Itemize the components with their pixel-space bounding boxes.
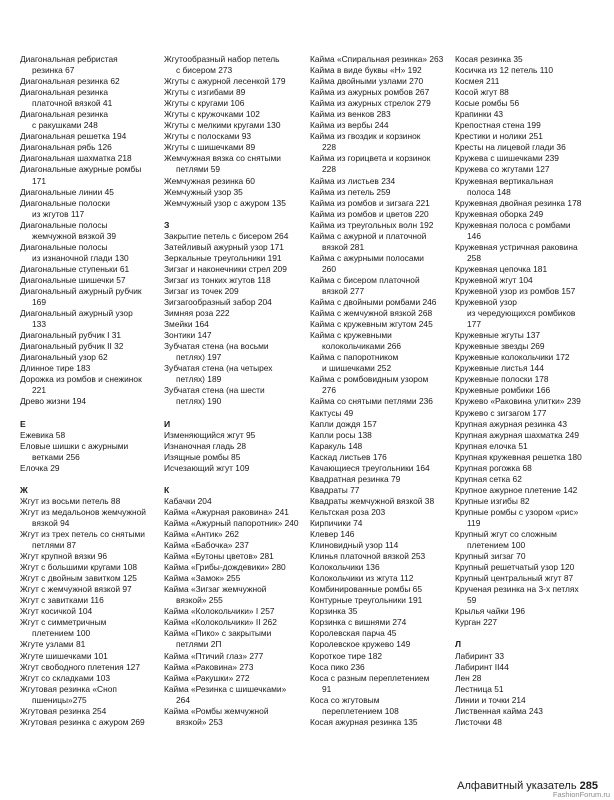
index-entry: вязкой» 255: [176, 595, 223, 606]
index-entry: Крупная рогожка 68: [455, 462, 532, 473]
index-entry: переплетением 108: [322, 705, 399, 716]
index-entry: Диагональный ажурный узор: [20, 308, 133, 319]
section-letter: Л: [455, 639, 462, 650]
index-entry: Изящные ромбы 85: [164, 451, 241, 462]
index-entry: Кайма «Бутоны цветов» 281: [164, 551, 274, 562]
index-entry: Качающиеся треугольники 164: [310, 462, 430, 473]
spacer: [164, 209, 304, 220]
index-column-3: [310, 54, 450, 728]
section-letter: Ж: [20, 484, 28, 495]
index-entry: полоса 148: [467, 186, 511, 197]
index-entry: Зигзаг из точек 209: [164, 285, 239, 296]
index-entry: Королевское кружево 149: [310, 639, 411, 650]
index-entry: Древо жизни 194: [20, 396, 87, 407]
index-entry: Диагональный ажурный рубчик: [20, 285, 142, 296]
index-entry: Кружевные колокольчики 172: [455, 352, 570, 363]
index-entry: Жгуты с шишечками 89: [164, 142, 256, 153]
index-entry: Курган 227: [455, 617, 498, 628]
index-entry: Жгуты с мелкими кругами 130: [164, 120, 281, 131]
index-entry: 228: [322, 164, 336, 175]
index-entry: Капли дождя 157: [310, 418, 377, 429]
index-entry: Косичка из 12 петель 110: [455, 65, 554, 76]
index-entry: Кайма «Спиральная резинка» 263: [310, 54, 444, 64]
index-entry: Кружевной узор из ромбов 157: [455, 285, 576, 296]
index-entry: Жгут с большими кругами 108: [20, 562, 138, 573]
index-entry: Кайма с ромбовидным узором: [310, 374, 429, 385]
index-entry: Диагональная ребристая: [20, 54, 118, 64]
index-entry: 258: [467, 252, 481, 263]
index-entry: Кайма «Ракушки» 272: [164, 672, 250, 683]
index-entry: Кайма со снятыми петлями 236: [310, 396, 433, 407]
index-entry: 133: [32, 319, 46, 330]
index-entry: Кайма в виде буквы «Н» 192: [310, 65, 422, 76]
index-entry: Кайма из ромбов и цветов 220: [310, 208, 429, 219]
index-entry: 264: [176, 694, 190, 705]
page-number: 285: [579, 780, 598, 792]
index-entry: 91: [322, 683, 332, 694]
index-entry: Зубчатая стена (на четырех: [164, 363, 273, 374]
index-entry: Диагональная шахматка 218: [20, 153, 132, 164]
index-entry: Зубчатая стена (на восьми: [164, 341, 269, 352]
index-entry: Кельтская роза 203: [310, 506, 386, 517]
index-entry: Жгут из трех петель со снятыми: [20, 529, 145, 540]
index-entry: Кайма с жемчужной вязкой 268: [310, 308, 433, 319]
index-entry: Кайма двойными узлами 270: [310, 76, 424, 87]
index-entry: Кайма «Замок» 255: [164, 573, 241, 584]
index-entry: Жгуты с ажурной лесенкой 179: [164, 76, 286, 87]
index-entry: Крупный решетчатый узор 120: [455, 562, 575, 573]
index-entry: Диагональная резинка: [20, 87, 108, 98]
spacer: [455, 628, 605, 639]
index-entry: Лабиринт II44: [455, 661, 509, 672]
section-letter: Е: [20, 418, 26, 429]
index-entry: Квадраты 77: [310, 484, 360, 495]
index-entry: Зигзагообразный забор 204: [164, 297, 272, 308]
index-entry: Еловые шишки с ажурными: [20, 440, 129, 451]
index-entry: Диагональный узор 62: [20, 352, 108, 363]
index-entry: Жгутообразный набор петель: [164, 54, 280, 64]
index-entry: петлями 59: [176, 164, 221, 175]
index-entry: Крестики и нолики 251: [455, 131, 543, 142]
index-entry: Кайма «Ромбы жемчужной: [164, 705, 269, 716]
index-entry: Кайма «Резинка с шишечками»: [164, 683, 287, 694]
index-entry: Жемчужная резинка 60: [164, 175, 255, 186]
index-entry: Кайма с бисером платочной: [310, 274, 420, 285]
index-entry: Кайма «Колокольчики» II 262: [164, 617, 277, 628]
index-entry: Закрытие петель с бисером 264: [164, 230, 289, 241]
index-entry: Кайма «Бабочка» 237: [164, 540, 249, 551]
index-entry: Крупная сетка 62: [455, 473, 522, 484]
index-entry: Диагональные полоски: [20, 197, 110, 208]
index-entry: платочной вязкой 41: [32, 98, 113, 109]
index-entry: петлях) 197: [176, 352, 222, 363]
index-entry: Крупный жгут со сложным: [455, 529, 557, 540]
index-entry: Кайма «Пико» с закрытыми: [164, 628, 272, 639]
index-entry: Жгут с жемчужной вязкой 97: [20, 584, 132, 595]
index-entry: Зигзаг и наконечники стрел 209: [164, 263, 287, 274]
spacer: [164, 474, 304, 485]
index-entry: Квадраты жемчужной вязкой 38: [310, 495, 435, 506]
index-entry: Кактусы 49: [310, 407, 354, 418]
index-entry: Крупное ажурное плетение 142: [455, 484, 578, 495]
index-entry: Кайма «Птичий глаз» 277: [164, 650, 264, 661]
index-entry: Колокольчики 136: [310, 562, 380, 573]
index-entry: Косые ромбы 56: [455, 98, 520, 109]
index-entry: Кружевная вертикальная: [455, 175, 554, 186]
index-entry: Зигзаг из тонких жгутов 118: [164, 274, 271, 285]
index-entry: Крепостная стена 199: [455, 120, 541, 131]
index-entry: Крупная ажурная резинка 43: [455, 418, 567, 429]
index-column-4: [455, 54, 605, 728]
index-entry: Кружево с зигзагом 177: [455, 407, 547, 418]
index-entry: Жгут с завитками 116: [20, 595, 104, 606]
index-entry: пшеницы»275: [32, 694, 87, 705]
index-entry: Квадратная резинка 79: [310, 473, 401, 484]
index-entry: плетением 100: [467, 540, 526, 551]
index-entry: Змейки 164: [164, 319, 209, 330]
index-entry: Диагональные шишечки 57: [20, 274, 126, 285]
index-entry: Капли росы 138: [310, 429, 372, 440]
index-entry: Диагональная рябь 126: [20, 142, 112, 153]
index-entry: Жгуте шишечками 101: [20, 650, 108, 661]
index-entry: Крученая резинка на 3-х петлях: [455, 584, 579, 595]
index-entry: Диагональный рубчик I 31: [20, 330, 122, 341]
index-entry: Кайма из листьев 234: [310, 175, 396, 186]
index-entry: Жгутовая резинка «Сноп: [20, 683, 117, 694]
index-entry: 276: [322, 385, 336, 396]
index-entry: Коса пико 236: [310, 661, 365, 672]
index-entry: с бисером 273: [176, 65, 233, 76]
index-entry: Жгуты с кругами 106: [164, 98, 245, 109]
index-entry: Кайма из горицвета и корзинок: [310, 153, 431, 164]
index-entry: Жгут из восьми петель 88: [20, 495, 121, 506]
index-entry: Кирпичики 74: [310, 517, 363, 528]
index-entry: Кружевная полоса с ромбами: [455, 219, 571, 230]
index-entry: Кайма с ажурной и платочной: [310, 230, 427, 241]
index-entry: Линии и точки 214: [455, 694, 526, 705]
index-entry: Зеркальные треугольники 191: [164, 252, 282, 263]
index-entry: Корзинка с вишнями 274: [310, 617, 407, 628]
index-entry: Кайма с папоротником: [310, 352, 399, 363]
index-entry: Кайма с ажурными полосами: [310, 252, 424, 263]
index-entry: Крупная елочка 51: [455, 440, 528, 451]
index-entry: Кресты на лицевой глади 36: [455, 142, 566, 153]
index-entry: из изнаночной глади 130: [32, 252, 129, 263]
section-letter: З: [164, 219, 170, 230]
index-entry: петлях) 189: [176, 374, 222, 385]
index-entry: Кружево «Раковина улитки» 239: [455, 396, 581, 407]
index-entry: Жгут с двойным завитком 125: [20, 573, 137, 584]
index-entry: Жемчужный узор 35: [164, 186, 243, 197]
index-entry: Диагональный рубчик II 32: [20, 341, 124, 352]
index-entry: Кайма «Ажурная раковина» 241: [164, 506, 289, 517]
index-entry: Диагональные полосы: [20, 219, 108, 230]
index-entry: из жгутов 117: [32, 208, 85, 219]
index-entry: петлями 87: [32, 540, 77, 551]
index-entry: Кайма из ажурных стрелок 279: [310, 98, 431, 109]
index-entry: 171: [32, 175, 46, 186]
index-entry: 59: [467, 595, 477, 606]
index-entry: вязкой 94: [32, 517, 70, 528]
index-entry: 177: [467, 319, 481, 330]
index-entry: Крупная ажурная шахматка 249: [455, 429, 579, 440]
index-entry: Кайма с кружевными: [310, 330, 392, 341]
index-entry: колокольчиками 266: [322, 341, 402, 352]
index-entry: Крапинки 43: [455, 109, 504, 120]
index-entry: Косая резинка 35: [455, 54, 523, 64]
index-entry: Кружевные звезды 269: [455, 341, 545, 352]
index-entry: Кайма с кружевным жгутом 245: [310, 319, 433, 330]
index-entry: Кайма «Зигзаг жемчужной: [164, 584, 267, 595]
index-entry: Диагональные ступеньки 61: [20, 263, 130, 274]
index-entry: Диагональная резинка 62: [20, 76, 120, 87]
index-entry: вязкой» 253: [176, 716, 223, 727]
section-letter: К: [164, 484, 170, 495]
index-entry: Кружева со жгутами 127: [455, 164, 550, 175]
index-entry: Зубчатая стена (на шести: [164, 385, 265, 396]
index-entry: Кайма «Раковина» 273: [164, 661, 254, 672]
index-entry: Жгутовая резинка с ажуром 269: [20, 716, 145, 727]
index-entry: Крупный зигзаг 70: [455, 551, 526, 562]
index-entry: Жгуте узлами 81: [20, 639, 86, 650]
index-entry: резинка 67: [32, 65, 75, 76]
index-entry: Диагональные линии 45: [20, 186, 114, 197]
index-entry: Листочки 48: [455, 716, 502, 727]
index-entry: Королевская парча 45: [310, 628, 397, 639]
index-entry: Корзинка 35: [310, 606, 358, 617]
section-letter: И: [164, 418, 171, 429]
spacer: [20, 474, 145, 485]
index-column-2: [164, 54, 304, 728]
index-entry: и шишечками 252: [322, 363, 392, 374]
index-entry: вязкой 277: [322, 285, 365, 296]
index-entry: Дорожка из ромбов и снежинок: [20, 374, 142, 385]
index-entry: Диагональные ажурные ромбы: [20, 164, 142, 175]
index-entry: Кайма из вербы 244: [310, 120, 389, 131]
index-column-1: [20, 54, 145, 728]
index-entry: Лабиринт 33: [455, 650, 505, 661]
index-entry: Лен 28: [455, 672, 482, 683]
index-entry: Кайма из ромбов и зигзага 221: [310, 197, 430, 208]
index-entry: Кайма из петель 259: [310, 186, 391, 197]
index-entry: Жгут из медальонов жемчужной: [20, 506, 146, 517]
index-entry: Жемчужный узор с ажуром 135: [164, 197, 286, 208]
index-entry: плетением 100: [32, 628, 91, 639]
index-entry: Коса с разным переплетением: [310, 672, 430, 683]
index-entry: 169: [32, 297, 46, 308]
index-entry: Космея 211: [455, 76, 500, 87]
index-entry: 221: [32, 385, 46, 396]
index-entry: Кружевная устричная раковина: [455, 241, 578, 252]
index-entry: Каскад листьев 176: [310, 451, 387, 462]
index-entry: Кайма «Ажурный папоротник» 240: [164, 517, 299, 528]
index-entry: Кайма «Грибы-дождевики» 280: [164, 562, 286, 573]
index-entry: Кружевная двойная резинка 178: [455, 197, 582, 208]
index-entry: Крылья чайки 196: [455, 606, 526, 617]
index-entry: Кружевные жгуты 137: [455, 330, 541, 341]
index-entry: Лиственная кайма 243: [455, 705, 543, 716]
watermark: FashionForum.ru: [552, 790, 610, 799]
index-entry: Кружевная оборка 249: [455, 208, 544, 219]
index-entry: Кружевные ромбики 166: [455, 385, 551, 396]
index-entry: 228: [322, 142, 336, 153]
index-entry: Крупные ромбы с узором «рис»: [455, 506, 579, 517]
index-entry: Кружевная цепочка 181: [455, 263, 548, 274]
index-entry: Жгут косичкой 104: [20, 606, 93, 617]
index-entry: Кружевные листья 144: [455, 363, 544, 374]
index-entry: Ежевика 58: [20, 429, 66, 440]
index-entry: Клевер 146: [310, 529, 355, 540]
index-entry: Жгут крупной вязки 96: [20, 551, 108, 562]
index-entry: Короткое тире 182: [310, 650, 383, 661]
index-entry: Косая ажурная резинка 135: [310, 716, 418, 727]
index-entry: Кайма из треугольных волн 192: [310, 219, 434, 230]
index-entry: Каракуль 148: [310, 440, 363, 451]
index-entry: Жгут со складками 103: [20, 672, 111, 683]
index-entry: Исчезающий жгут 109: [164, 462, 250, 473]
index-entry: Зимняя роза 222: [164, 308, 230, 319]
spacer: [164, 408, 304, 419]
index-entry: Косой жгут 88: [455, 87, 509, 98]
index-entry: Изнаночная гладь 28: [164, 440, 247, 451]
index-entry: Крупная кружевная решетка 180: [455, 451, 582, 462]
footer-title: Алфавитный указатель: [457, 780, 577, 792]
index-entry: из чередующихся ромбиков: [467, 308, 576, 319]
index-entry: Жгуты с изгибами 89: [164, 87, 246, 98]
index-entry: Кайма «Антик» 262: [164, 529, 239, 540]
index-entry: Кружева с шишечками 239: [455, 153, 559, 164]
index-entry: Диагональные полосы: [20, 241, 108, 252]
index-entry: Диагональная решетка 194: [20, 131, 127, 142]
index-entry: Колокольчики из жгута 112: [310, 573, 414, 584]
index-entry: Контурные треугольники 191: [310, 595, 423, 606]
index-entry: 260: [322, 263, 336, 274]
index-entry: Зонтики 147: [164, 330, 212, 341]
index-entry: Клиновидный узор 114: [310, 540, 399, 551]
index-entry: Изменяющийся жгут 95: [164, 429, 256, 440]
index-entry: Кайма из гвоздик и корзинок: [310, 131, 421, 142]
index-entry: Кайма из венков 283: [310, 109, 391, 120]
index-entry: Кайма из ажурных ромбов 267: [310, 87, 430, 98]
index-entry: жемчужной вязкой 39: [32, 230, 117, 241]
index-entry: Кайма с двойными ромбами 246: [310, 297, 437, 308]
index-entry: ветками 256: [32, 451, 80, 462]
index-entry: Жгут с симметричным: [20, 617, 107, 628]
index-entry: Кабачки 204: [164, 495, 212, 506]
spacer: [20, 408, 145, 419]
index-entry: Лестница 51: [455, 683, 504, 694]
index-entry: 119: [467, 517, 481, 528]
index-entry: Жгутовая резинка 254: [20, 705, 107, 716]
index-entry: петлях) 190: [176, 396, 222, 407]
index-entry: Крупные изгибы 82: [455, 495, 530, 506]
index-entry: Кайма «Колокольчики» I 257: [164, 606, 275, 617]
index-entry: Длинное тире 183: [20, 363, 91, 374]
index-entry: Диагональная резинка: [20, 109, 108, 120]
index-entry: Кружевной узор: [455, 297, 517, 308]
index-entry: Жгуты с кружочками 102: [164, 109, 260, 120]
index-entry: Кружевной жгут 104: [455, 274, 533, 285]
index-entry: Жгут свободного плетения 127: [20, 661, 140, 672]
index-entry: с ракушками 248: [32, 120, 98, 131]
index-entry: вязкой 281: [322, 241, 365, 252]
index-entry: 146: [467, 230, 481, 241]
index-entry: петлями 2П: [176, 639, 222, 650]
index-entry: Коса со жгутовым: [310, 694, 380, 705]
index-entry: Комбинированные ромбы 65: [310, 584, 422, 595]
index-entry: Затейливый ажурный узор 171: [164, 241, 284, 252]
index-entry: Клинья платочной вязкой 253: [310, 551, 426, 562]
index-entry: Крупный центральный жгут 87: [455, 573, 574, 584]
index-entry: Жемчужная вязка со снятыми: [164, 153, 281, 164]
index-entry: Елочка 29: [20, 462, 60, 473]
index-entry: Кружевные полоски 178: [455, 374, 549, 385]
index-entry: Жгуты с полосками 93: [164, 131, 252, 142]
